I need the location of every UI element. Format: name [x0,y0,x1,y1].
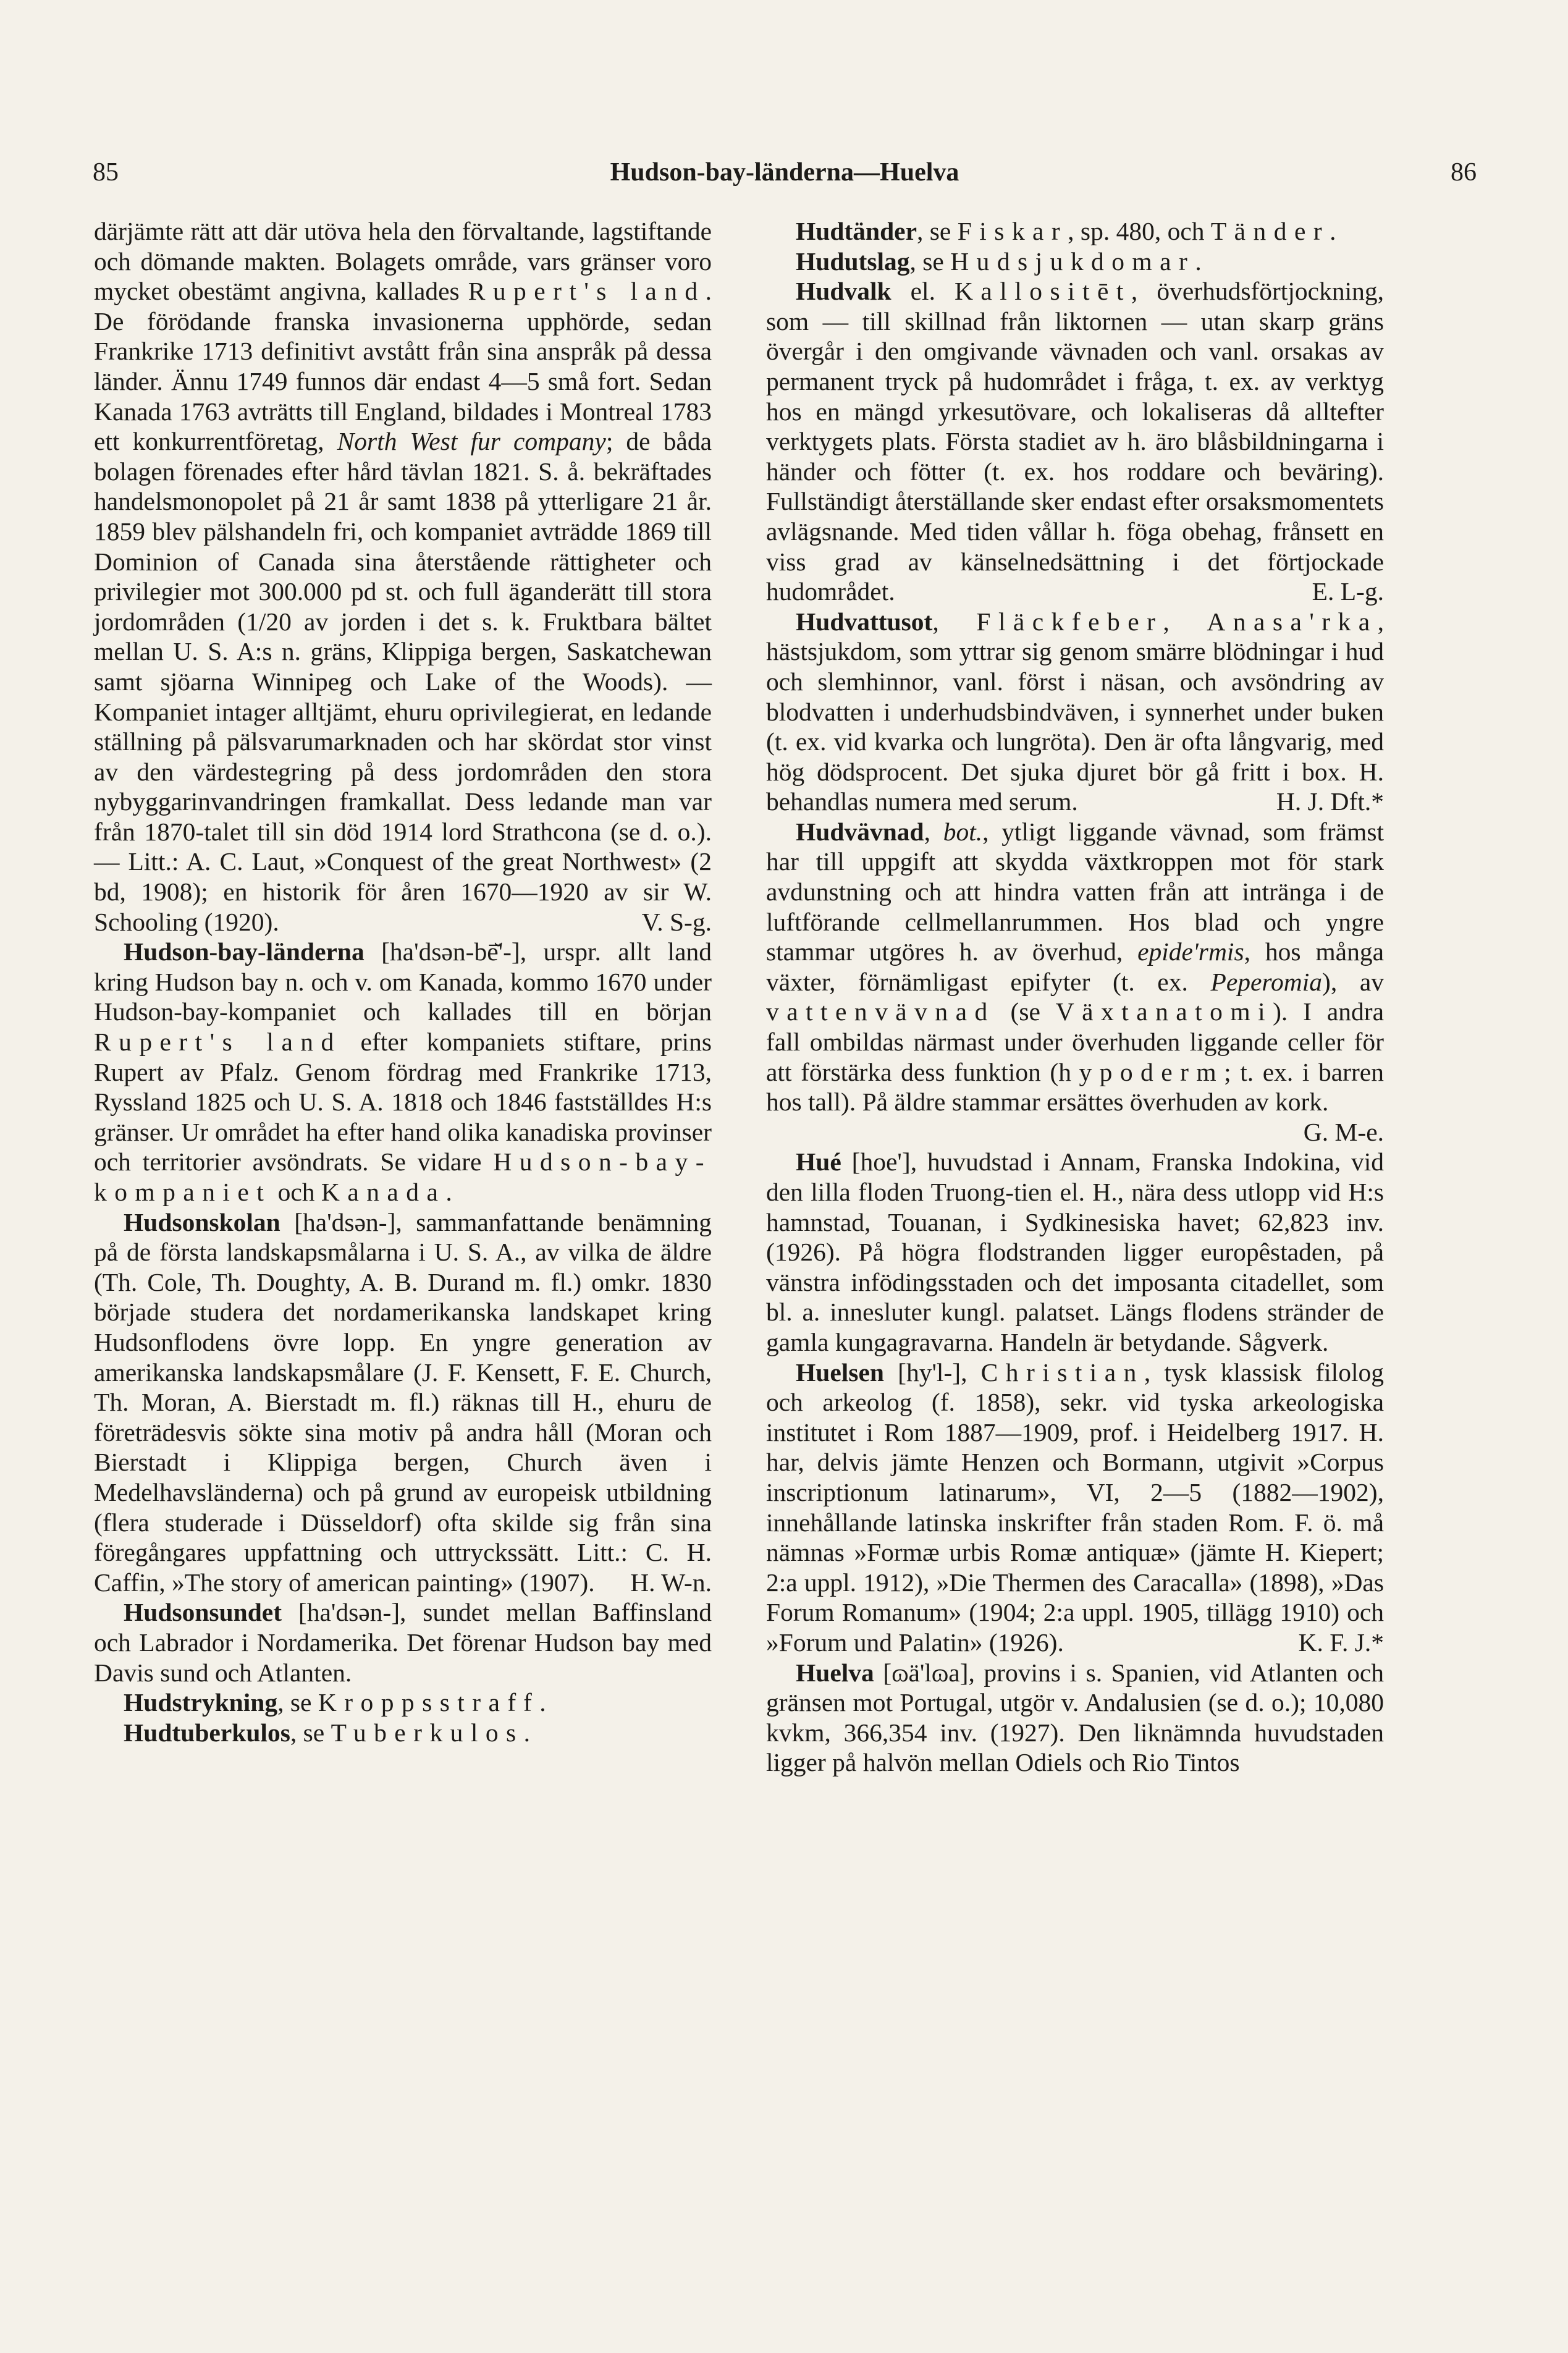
entry-headword: Huelva [796,1658,874,1687]
author-signature: H. W-n. [630,1568,712,1597]
page-number-right: 86 [1451,158,1477,187]
entry-headword: Hué [796,1147,841,1176]
fraction: 1/20 [246,607,292,636]
entry-hue: Hué [hoe'], huvudstad i Annam, Franska Indokina, vid den lilla floden Truong-tien el. H., nära dess utlopp vid H:s hamnstad, Touanan, i Sydkinesiska havet; 62,823 inv. (1926). På högra flodstranden ligger europêstaden, på vänstra infödingsstaden och det imposanta citadellet, som bl. a. innesluter kungl. palatset. Längs flodens stränder de gamla kungagravarna. Handeln är betydande. Sågverk. [766,1147,1384,1356]
entry-headword: Hudstrykning [124,1688,278,1717]
entry-headword: Hudtänder [796,217,917,245]
author-signature: E. L-g. [1312,577,1384,606]
running-title: Hudson-bay-länderna—Huelva [610,158,959,187]
entry-hudtuberkulos: Hudtuberkulos, se Tuberkulos. [124,1718,530,1747]
entry-hudson-bay-landerna: Hudson-bay-länderna [ha'dsən-bē̆'-], urspr. allt land kring Hudson bay n. och v. om Kanada, kommo 1670 under Hudson-bay-kompaniet och kallades till en början Rupert's land efter kompaniets stiftare, prins Rupert av Pfalz. Genom fördrag med Frankrike 1713, Ryssland 1825 och U. S. A. 1818 och 1846 fastställdes H:s gränser. Ur området ha efter hand olika kanadiska provinser och territorier avsöndrats. Se vidare Hudson-bay-kompaniet och Kanada. [94,937,712,1206]
entry-huelsen: Huelsen [hy'l-], Christian, tysk klassisk filolog och arkeolog (f. 1858), sekr. vid tyska arkeologiska institutet i Rom 1887—1909, prof. i Heidelberg 1917. H. har, delvis jämte Henzen och Bormann, utgivit »Corpus inscriptionum latinarum», VI, 2—5 (1882—1902), innehållande latinska inskrifter från staden Rom. F. ö. må nämnas »Formæ urbis Romæ antiquæ» (jämte H. Kiepert; 2:a uppl. 1912), »Die Thermen des Caracalla» (1898), »Das Forum Romanum» (1904; 2:a uppl. 1905, tillägg 1910) och »Forum und Palatin» (1926). K. F. J.* [766,1358,1384,1657]
entry-headword: Huelsen [796,1358,884,1387]
entry-hudson-bay-kompaniet-cont: därjämte rätt att där utöva hela den förvaltande, lagstiftande och dömande makten. Bolagets område, vars gränser voro mycket obestämt angivna, kallades Rupert's land. De förödande franska invasionerna upphörde, sedan Frankrike 1713 definitivt avstått från sina anspråk på dessa länder. Ännu 1749 funnos där endast 4—5 små fort. Sedan Kanada 1763 avträtts till England, bildades i Montreal 1783 ett konkurrentföretag, North West fur company; de båda bolagen förenades efter hård tävlan 1821. S. å. bekräftades handelsmonopolet på 21 år samt 1838 på ytterligare 21 år. 1859 blev pälshandeln fri, och kompaniet avträdde 1869 till Dominion of Canada sina återstående rättigheter och privilegier mot 300.000 pd st. och full äganderätt till stora jordområden (1/20 av jorden i det s. k. Fruktbara bältet mellan U. S. A:s n. gräns, Klippiga bergen, Saskatchewan samt sjöarna Winnipeg och Lake of the Woods). — Kompaniet intager alltjämt, ehuru oprivilegierat, en ledande ställning på pälsvarumarknaden och har skördat stor vinst av den värdestegring på dess jordområden den stora nybyggarinvandringen framkallat. Dess ledande man var från 1870-talet till sin död 1914 lord Strathcona (se d. o.). — Litt.: A. C. Laut, »Conquest of the great Northwest» (2 bd, 1908); en historik för åren 1670—1920 av sir W. Schooling (1920). V. S-g. [94,217,712,936]
author-signature: K. F. J.* [1298,1628,1384,1657]
entry-hudutslag: Hudutslag, se Hudsjukdomar. [796,247,1202,276]
entry-headword: Hudson-bay-länderna [124,937,365,966]
entry-headword: Hudsonsundet [124,1598,282,1627]
author-signature: H. J. Dft.* [1276,787,1384,816]
entry-hudvattusot: Hudvattusot, Fläckfeber, Anasa'rka, hästsjukdom, som yttrar sig genom smärre blödningar i hud och slemhinnor, vanl. först i näsan, och avsöndring av blodvatten i underhudsbindväven, i synnerhet under buken (t. ex. vid kvarka och lungröta). Den är ofta långvarig, med hög dödsprocent. Det sjuka djuret bör gå fritt i box. H. behandlas numera med serum. H. J. Dft.* [766,607,1384,816]
entry-headword: Hudutslag [796,247,910,276]
entry-headword: Hudvävnad [796,817,924,846]
author-signature: V. S-g. [641,907,712,936]
right-column [766,216,1384,1778]
entry-huelva: Huelva [ɷä'lɷa], provins i s. Spanien, vid Atlanten och gränsen mot Portugal, utgör v. Andalusien (se d. o.); 10,080 kvkm, 366,354 inv. (1927). Den liknämnda huvudstaden ligger på halvön mellan Odiels och Rio Tintos [766,1658,1384,1777]
entry-hudsonskolan: Hudsonskolan [ha'dsən-], sammanfattande benämning på de första landskapsmålarna i U. S. A., av vilka de äldre (Th. Cole, Th. Doughty, A. B. Durand m. fl.) omkr. 1830 började studera det nordamerikanska landskapet kring Hudsonflodens övre lopp. En yngre generation av amerikanska landskapsmålare (J. F. Kensett, F. E. Church, Th. Moran, A. Bierstadt m. fl.) räknas till H., ehuru de företrädesvis sökte sina motiv på andra håll (Moran och Bierstadt i Klippiga bergen, Church även i Medelhavsländerna) och på grund av europeisk utbildning (flera studerade i Düsseldorf) ofta skilde sig från sina föregångares uppfattning och uttryckssätt. Litt.: C. H. Caffin, »The story of american painting» (1907). H. W-n. [94,1207,712,1597]
entry-hudvalk: Hudvalk el. Kallositēt, överhudsförtjockning, som — till skillnad från liktornen — utan skarp gräns övergår i den omgivande vävnaden och vanl. orsakas av permanent tryck på hudområdet i fråga, t. ex. av verktyg hos en mängd yrkesutövare, och lokaliseras då alltefter verktygets plats. Första stadiet av h. äro blåsbildningarna i händer och fötter (t. ex. hos roddare och beväring). Fullständigt återställande sker endast efter orsaksmomentets avlägsnande. Med tiden vållar h. föga obehag, frånsett en viss grad av känselnedsättning i det förtjockade hudområdet. E. L-g. [766,277,1384,606]
entry-hudvavnad: Hudvävnad, bot., ytligt liggande vävnad, som främst har till uppgift att skydda växtkroppen mot för stark avdunstning och att hindra vatten från att inträngа i de luftförande cellmellanrummen. Hos blad och yngre stammar utgöres h. av överhud, epide'rmis, hos många växter, förnämligast epifyter (t. ex. Peperomia), av vattenvävnad (se Växtanatomi). I andra fall ombildas närmast under överhuden liggande celler för att förstärka dess funktion (hypoderm; t. ex. i barren hos tall). På äldre stammar ersättes överhuden av kork. G. M-e. [766,817,1384,1146]
entry-headword: Hudtuberkulos [124,1718,290,1747]
entry-hudsonsundet: Hudsonsundet [ha'dsən-], sundet mellan Baffinsland och Labrador i Nordamerika. Det förenar Hudson bay med Davis sund och Atlanten. [94,1598,712,1687]
entry-headword: Hudvattusot [796,607,933,636]
entry-hudtander: Hudtänder, se Fiskar, sp. 480, och Tänder. [796,217,1336,245]
entry-headword: Hudvalk [796,277,891,306]
page-number-left: 85 [93,158,119,187]
entry-hudstrykning: Hudstrykning, se Kroppsstraff. [124,1688,546,1717]
page-header [93,158,1477,195]
entry-headword: Hudsonskolan [124,1207,280,1236]
author-signature: G. M-e. [1303,1117,1384,1146]
left-column [94,216,712,1747]
